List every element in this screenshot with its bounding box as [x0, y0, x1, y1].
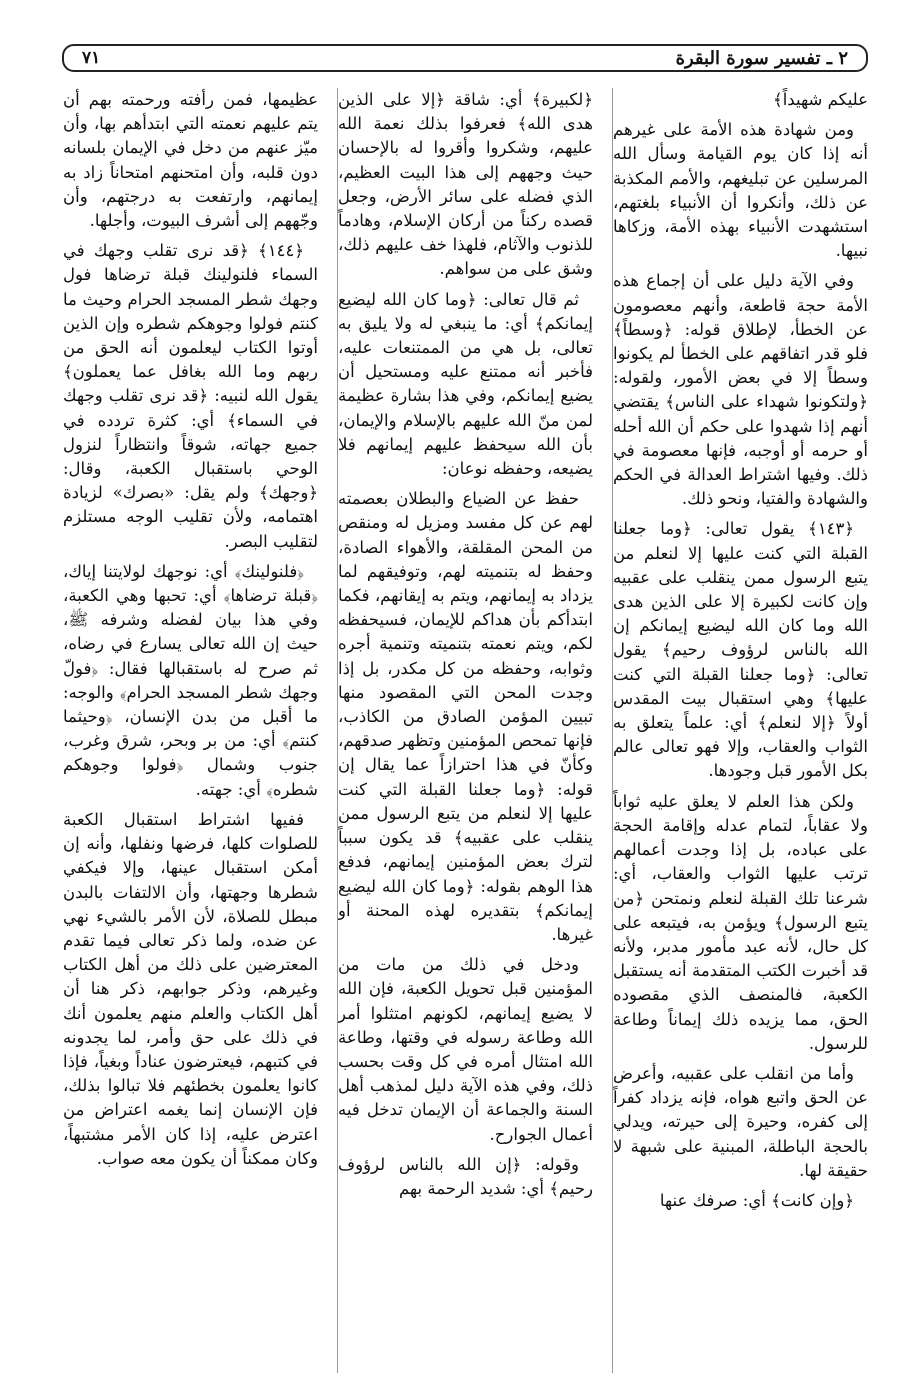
paragraph: ﴿فلنولينك﴾ أي: نوجهك لولايتنا إياك، ﴿قبلة ترضاها﴾ أي: تحبها وهي الكعبة، وفي هذا بيان لفضله وشرفه ﷺ، حيث إن الله تعالى يسارع في رضاه، ثم صرح له باستقبالها فقال: ﴿فولّ وجهك شطر المسجد الحرام﴾ والوجه: ما أقبل من بدن الإنسان، ﴿وحيثما كنتم﴾ أي: من بر وبحر، شرق وغرب، جنوب وشمال ﴿فولوا وجوهكم شطره﴾ أي: جهته. [63, 561, 318, 799]
paragraph: ﴿لكبيرة﴾ أي: شاقة ﴿إلا على الذين هدى الله﴾ فعرفوا بذلك نعمة الله عليهم، وشكروا وأقروا له بالإحسان حيث وجههم إلى هذا البيت العظيم، الذي فضله على سائر الأرض، وجعل قصده ركناً من أركان الإسلام، وهادماً للذنوب والآثام، فلهذا خف عليهم ذلك، وشق على من سواهم. [338, 90, 593, 279]
paragraph: وفي الآية دليل على أن إجماع هذه الأمة حجة قاطعة، وأنهم معصومون عن الخطأ، لإطلاق قوله: ﴿وسطاً﴾ فلو قدر اتفاقهم على الخطأ لم يكونوا وسطاً إلا في بعض الأمور، ولقوله: ﴿ولتكونوا شهداء على الناس﴾ يقتضي أنهم إذا شهدوا على حكم أن الله أحله أو حرمه أو أوجبه، فإنها معصومة في ذلك. وفيها اشتراط العدالة في الحكم والشهادة والفتيا، ونحو ذلك. [613, 271, 868, 509]
column-left [63, 88, 318, 1373]
paragraph: ﴿وإن كانت﴾ أي: صرفك عنها [659, 1190, 854, 1210]
paragraph: عظيمها، فمن رأفته ورحمته بهم أن يتم عليهم نعمته التي ابتدأهم بها، وأن ميّز عنهم من دخل في الإيمان بلسانه دون قلبه، وأن امتحنهم امتحاناً زاد به إيمانهم، وارتفعت به درجتهم، وأن وجّههم إلى أشرف البيوت، وأجلها. [63, 90, 318, 231]
paragraph: وقوله: ﴿إن الله بالناس لرؤوف رحيم﴾ أي: شديد الرحمة بهم [338, 1154, 593, 1198]
paragraph: عليكم شهيداً﴾ [773, 90, 868, 109]
paragraph: ﴿١٤٣﴾ يقول تعالى: ﴿وما جعلنا القبلة التي كنت عليها إلا لنعلم من يتبع الرسول ممن ينقلب على عقبيه وإن كانت لكبيرة إلا على الذين هدى الله وما كان الله ليضيع إيمانكم إن الله بالناس لرؤوف رحيم﴾ يقول تعالى: ﴿وما جعلنا القبلة التي كنت عليها﴾ وهي استقبال بيت المقدس أولاً ﴿إلا لنعلم﴾ أي: علماً يتعلق به الثواب والعقاب، وإلا فهو تعالى عالم بكل الأمور قبل وجودها. [613, 519, 868, 781]
paragraph: ﴿١٤٤﴾ ﴿قد نرى تقلب وجهك في السماء فلنولينك قبلة ترضاها فول وجهك شطر المسجد الحرام وحيث ما كنتم فولوا وجوهكم شطره وإن الذين أوتوا الكتاب ليعلمون أنه الحق من ربهم وما الله بغافل عما يعملون﴾ يقول الله لنبيه: ﴿قد نرى تقلب وجهك في السماء﴾ أي: كثرة تردده في جميع جهاته، شوقاً وانتظاراً لنزول الوحي باستقبال الكعبة، وقال: ﴿وجهك﴾ ولم يقل: «بصرك» لزيادة اهتمامه، ولأن تقليب الوجه مستلزم لتقليب البصر. [63, 241, 318, 551]
page-number: ٧١ [82, 48, 101, 68]
paragraph: ومن شهادة هذه الأمة على غيرهم أنه إذا كان يوم القيامة وسأل الله المرسلين عن تبليغهم، والأمم المكذبة عن ذلك، وأنكروا أن الأنبياء بلغتهم، استشهدت الأنبياء بهذه الأمة، وزكاها نبيها. [613, 120, 868, 261]
paragraph: ثم قال تعالى: ﴿وما كان الله ليضيع إيمانكم﴾ أي: ما ينبغي له ولا يليق به تعالى، بل هي من الممتنعات عليه، فأخبر أنه ممتنع عليه ومستحيل أن يضيع إيمانكم، وفي هذا بشارة عظيمة لمن منّ الله عليهم بالإسلام والإيمان، بأن الله سيحفظ عليهم إيمانهم فلا يضيعه، وحفظه نوعان: [338, 289, 593, 479]
paragraph: حفظ عن الضياع والبطلان بعصمته لهم عن كل مفسد ومزيل له ومنقص من المحن المقلقة، والأهواء الصادة، وحفظ له بتنميته لهم، وتوفيقهم لما يزداد به إيمانهم، ويتم به إيقانهم، فكما ابتدأكم بأن هداكم للإيمان، فسيحفظه لكم، ويتم نعمته بتنميته وتنمية أجره وثوابه، وحفظه من كل مكدر، بل إذا وجدت المحن التي المقصود منها تبيين المؤمن الصادق من الكاذب، فإنها تمحص المؤمنين وتظهر صدقهم، وكأنّ في هذا احترازاً عما يقال إن قوله: ﴿وما جعلنا القبلة التي كنت عليها إلا لنعلم من يتبع الرسول ممن ينقلب على عقبيه﴾ قد يكون سبباً لترك بعض المؤمنين إيمانهم، فدفع هذا الوهم بقوله: ﴿وما كان الله ليضيع إيمانكم﴾ بتقديره لهذه المحنة أو غيرها. [338, 489, 593, 944]
paragraph: ففيها اشتراط استقبال الكعبة للصلوات كلها، فرضها ونفلها، وأنه إن أمكن استقبال عينها، وإلا فيكفي شطرها وجهتها، وأن الالتفات بالبدن مبطل للصلاة، لأن الأمر بالشيء نهي عن ضده، ولما ذكر تعالى فيما تقدم المعترضين على ذلك من أهل الكتاب وغيرهم، وذكر جوابهم، ذكر هنا أن أهل الكتاب والعلم منهم يعلمون أنك في ذلك على حق وأمر، لما يجدونه في كتبهم، فيعترضون عناداً وبغياً، فإذا كانوا يعلمون بخطئهم فلا تبالوا بذلك، فإن الإنسان إنما يغمه اعتراض من اعترض عليه، إذا كان الأمر مشتبهاً، وكان ممكناً أن يكون معه صواب. [63, 809, 318, 1168]
column-right [613, 88, 868, 1373]
paragraph: ولكن هذا العلم لا يعلق عليه ثواباً ولا عقاباً، لتمام عدله وإقامة الحجة على عباده، بل إذا وجدت أعمالهم ترتب عليها الثواب والعقاب، أي: شرعنا تلك القبلة لنعلم ونمتحن ﴿من يتبع الرسول﴾ ويؤمن به، فيتبعه على كل حال، لأنه عبد مأمور مدبر، ولأنه قد أخبرت الكتب المتقدمة أنه يستقبل الكعبة، فالمنصف الذي مقصوده الحق، مما يزيده ذلك إيماناً وطاعة للرسول. [613, 791, 868, 1053]
paragraph: ودخل في ذلك من مات من المؤمنين قبل تحويل الكعبة، فإن الله لا يضيع إيمانهم، لكونهم امتثلوا أمر الله وطاعة رسوله في وقتها، وطاعة الله امتثال أمره في كل وقت بحسب ذلك، وفي هذه الآية دليل لمذهب أهل السنة والجماعة أن الإيمان تدخل فيه أعمال الجوارح. [338, 955, 593, 1144]
column-middle [338, 88, 593, 1373]
running-title: ٢ ـ تفسير سورة البقرة [675, 47, 848, 69]
paragraph: وأما من انقلب على عقبيه، وأعرض عن الحق واتبع هواه، فإنه يزداد كفراً إلى كفره، وحيرة إلى حيرته، ويدلي بالحجة الباطلة، المبنية على شبهة لا حقيقة لها. [613, 1063, 868, 1180]
text-columns [62, 88, 868, 1373]
page-header [62, 44, 868, 72]
